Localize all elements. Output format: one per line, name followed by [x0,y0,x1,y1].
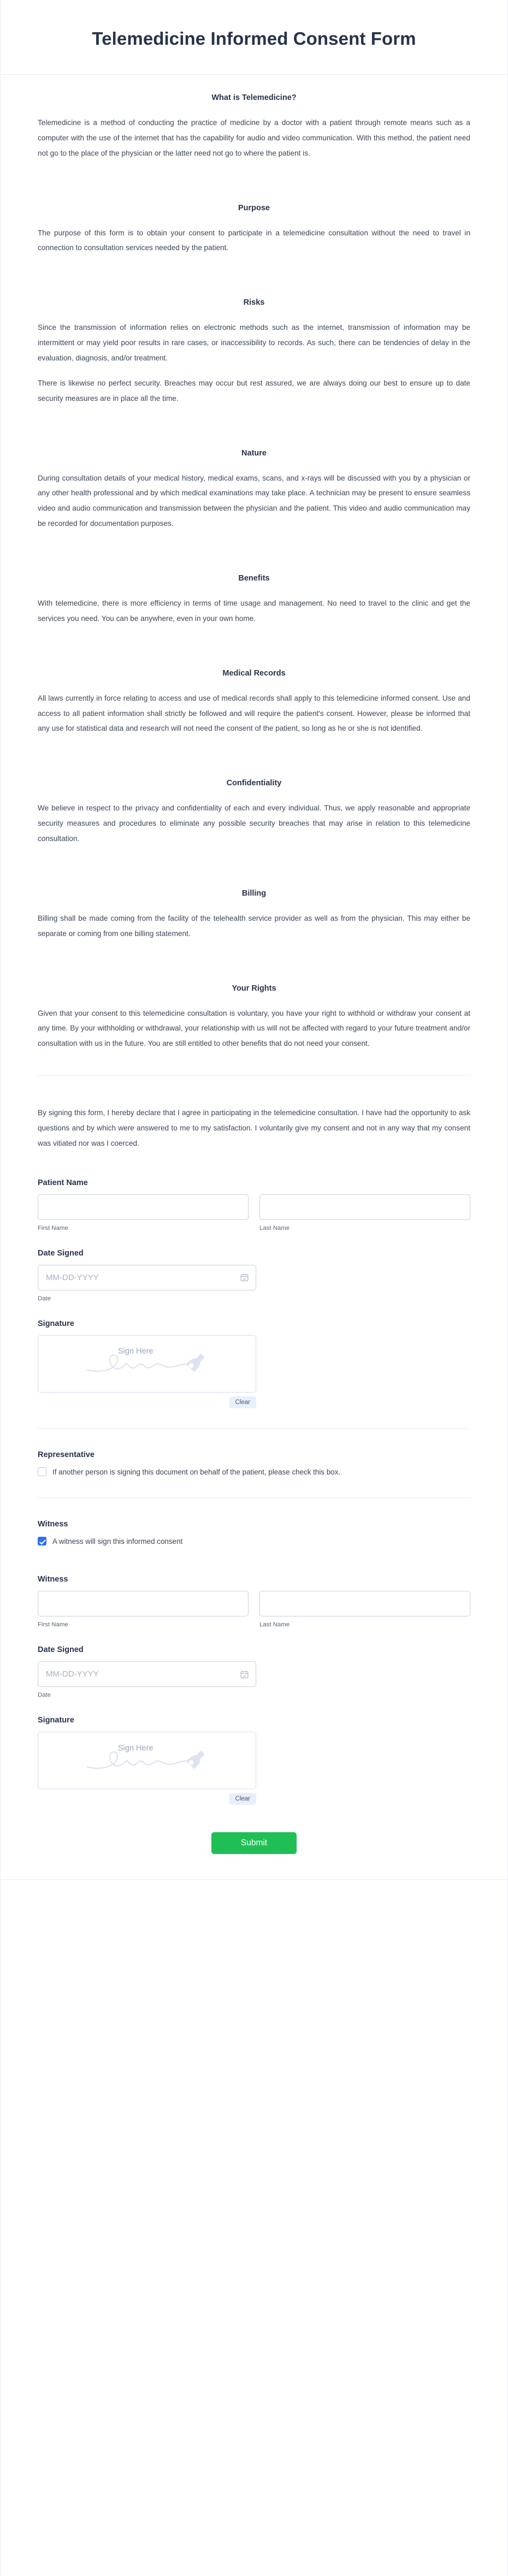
representative-label: Representative [38,1450,94,1459]
section-purpose [38,185,470,256]
witness-clear-row [38,1793,256,1805]
patient-date-wrap [38,1265,256,1290]
signature-placeholder [38,1346,256,1377]
section-paragraph: Billing shall be made coming from the facility of the telehealth service provider as well as from the physician. This may either be separate or coming from one billing statement. [38,914,470,938]
section-heading: Confidentiality [226,779,282,788]
spacer [38,1628,470,1642]
witness-last-name-input[interactable] [259,1591,470,1616]
pen-nib-icon [186,1354,205,1372]
witness-name-row [38,1591,470,1628]
submit-area [1,1805,507,1879]
form-body [1,75,507,1805]
patient-date-sublabel: Date [38,1295,51,1302]
witness-consent-label: Witness [38,1520,68,1529]
signature-art [84,1743,210,1773]
representative-checkbox-row[interactable] [38,1466,470,1478]
witness-last-name-sublabel: Last Name [259,1621,290,1628]
section-heading: Medical Records [222,668,286,678]
section-heading: Billing [241,889,267,898]
witness-signature-clear-button[interactable]: Clear [229,1793,256,1805]
signature-art [84,1346,210,1377]
section-what-is-telemedicine [38,75,470,161]
witness-name-field [38,1572,470,1628]
signature-flourish-icon [84,1346,210,1377]
spacer [38,846,470,870]
spacer [38,941,470,966]
section-paragraph: We believe in respect to the privacy and confidentiality of each and every individual. Thus, we apply reasonable and appropriate security measures and procedures to eliminate any possible security breaches that may arise in relation to this telemedicine consultation. [38,804,470,843]
spacer [38,531,470,555]
page-title: Telemedicine Informed Consent Form [92,28,416,49]
witness-consent-checkbox-text: A witness will sign this informed consent [52,1537,183,1546]
spacer [38,256,470,280]
sign-here-label: Sign Here [118,1347,153,1356]
spacer [38,1698,470,1713]
patient-name-field [38,1175,470,1231]
section-paragraph: Telemedicine is a method of conducting the practice of medicine by a doctor with a patient through remote means such as a computer with the use of the internet that has the capability for audio and video communication. With this method, the patient need not go to the place of the physician or the latter need not go to where the patient is. [38,119,470,157]
section-risks [38,280,470,406]
witness-name-label: Witness [38,1575,68,1584]
form-header [1,0,507,75]
patient-last-name-sublabel: Last Name [259,1224,290,1231]
section-medical-records [38,650,470,737]
section-paragraph: During consultation details of your medical history, medical exams, scans, and x-rays will be discussed with you by a physician or any other health professional and by which medical examinations may take place. A technician may be present to ensure seamless video and audio communication and transmission between the physician and the patient. This video and audio communication may be recorded for documentation purposes. [38,473,470,528]
patient-date-signed-field [38,1246,470,1302]
witness-first-name-input[interactable] [38,1591,249,1616]
witness-signature-field [38,1713,470,1805]
witness-consent-checkbox[interactable] [38,1537,46,1545]
spacer [38,626,470,650]
patient-signature-field [38,1316,470,1408]
witness-date-label: Date Signed [38,1645,84,1655]
patient-first-name-input[interactable] [38,1194,249,1220]
witness-date-signed-field [38,1642,470,1698]
submit-button[interactable]: Submit [211,1832,297,1854]
patient-date-input[interactable] [38,1265,256,1290]
section-heading: Nature [241,448,267,458]
representative-checkbox-text: If another person is signing this document on behalf of the patient, please check this box. [52,1467,341,1476]
representative-field [38,1447,470,1478]
section-billing [38,870,470,941]
signature-flourish-icon [84,1743,210,1773]
witness-date-input[interactable] [38,1661,256,1687]
spacer [38,1548,470,1572]
section-paragraph: Given that your consent to this telemedicine consultation is voluntary, you have your right to withhold or withdraw your consent at any time. By your withholding or withdrawal, your relationship with us will not be affected with regard to your future treatment and/or consultation with us in the future. You are still entitled to other benefits that do not need your consent. [38,1009,470,1048]
section-heading: Risks [243,298,265,307]
divider [38,1497,470,1498]
witness-first-name-col [38,1591,249,1628]
representative-checkbox[interactable] [38,1467,46,1476]
witness-date-wrap [38,1661,256,1687]
patient-first-name-col [38,1194,249,1231]
sign-here-label: Sign Here [118,1744,153,1753]
bottom-divider [1,1879,507,1880]
declaration-paragraph: By signing this form, I hereby declare that I agree in participating in the telemedicine consultation. I have had the opportunity to ask questions and by which were answered to me to my satisfaction. I voluntarily give my consent and not in any way that my consent was vitiated nor was I coerced. [38,1109,470,1147]
witness-consent-field [38,1517,470,1548]
patient-signature-clear-button[interactable]: Clear [229,1396,256,1408]
spacer [38,1302,470,1316]
patient-last-name-col [259,1194,470,1231]
patient-name-label: Patient Name [38,1178,88,1187]
witness-consent-checkbox-row[interactable] [38,1536,470,1548]
witness-signature-pad[interactable] [38,1732,256,1789]
spacer [38,406,470,430]
section-heading: Purpose [238,203,270,212]
witness-signature-label: Signature [38,1716,74,1725]
section-paragraph: The purpose of this form is to obtain your consent to participate in a telemedicine consultation without the need to travel in connection to consultation services needed by the patient. [38,228,470,252]
section-confidentiality [38,760,470,846]
section-nature [38,430,470,531]
pen-nib-icon [186,1750,205,1769]
spacer [38,1231,470,1246]
section-paragraph: All laws currently in force relating to access and use of medical records shall apply to this telemedicine informed consent. Use and access to all patient information shall strictly be followed and will require the patient's consent. However, please be informed that any use for statistical data and research will not need the consent of the patient, so long as he or she is not identified. [38,694,470,733]
section-heading: What is Telemedicine? [211,93,297,102]
witness-last-name-col [259,1591,470,1628]
section-your-rights [38,966,470,1052]
spacer [38,161,470,185]
section-paragraph: There is likewise no perfect security. Breaches may occur but rest assured, we are always doing our best to ensure up to date security measures are in place all the time. [38,378,470,402]
patient-last-name-input[interactable] [259,1194,470,1220]
patient-name-row [38,1194,470,1231]
section-benefits [38,555,470,626]
patient-signature-pad[interactable] [38,1335,256,1393]
spacer [38,736,470,760]
section-heading: Your Rights [232,984,276,993]
patient-signature-label: Signature [38,1319,74,1328]
section-paragraph: Since the transmission of information relies on electronic methods such as the internet, transmission of information may be intermittent or may yield poor results in rare cases, or inaccessibility to records. As such, there can be tendencies of delay in the evaluation, diagnosis, and/or treatment. [38,323,470,363]
patient-first-name-sublabel: First Name [38,1224,68,1231]
section-paragraph: With telemedicine, there is more efficiency in terms of time usage and management. No need to travel to the clinic and get the services you need. You can be anywhere, even in your own home. [38,599,470,623]
section-heading: Benefits [238,574,270,583]
patient-clear-row [38,1396,256,1408]
patient-date-label: Date Signed [38,1248,84,1258]
spacer [38,1151,470,1175]
witness-date-sublabel: Date [38,1692,51,1699]
signature-placeholder [38,1743,256,1773]
divider [38,1428,470,1429]
divider [38,1075,470,1076]
witness-first-name-sublabel: First Name [38,1621,68,1628]
